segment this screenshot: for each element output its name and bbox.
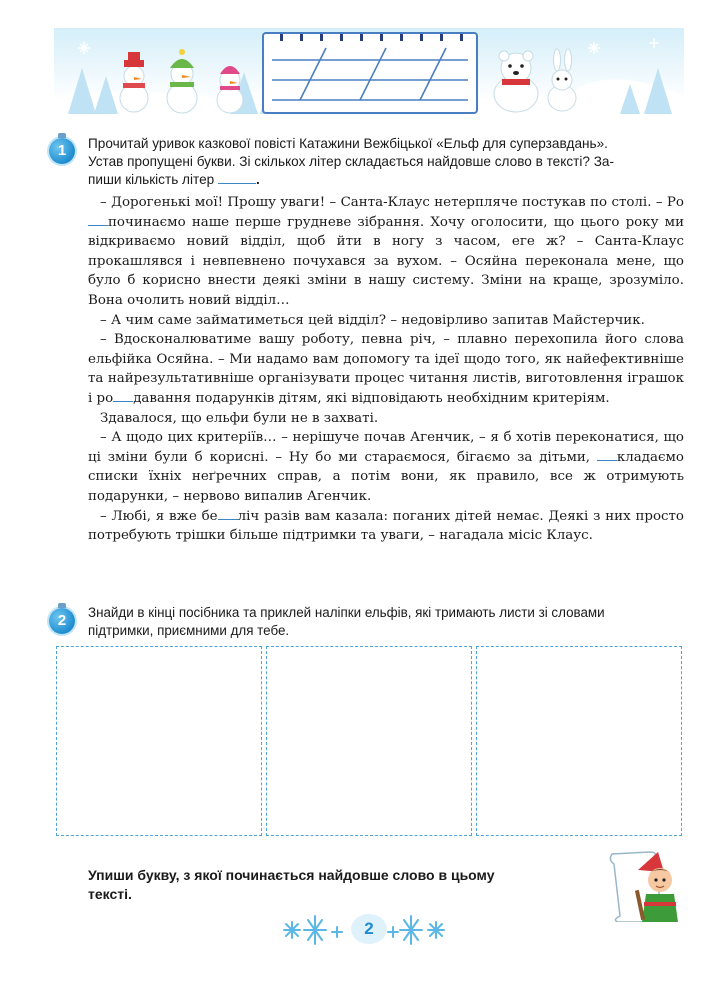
task-1-line-1: Прочитай уривок казкової повісті Катажини Вежбіцької «Ельф для суперзавдань». — [88, 136, 608, 151]
story-paragraph: – А чим саме займатиметься цей відділ? – недовірливо запитав Майстерчик. — [100, 312, 645, 328]
sticker-frame-3[interactable] — [476, 646, 682, 836]
sticker-frame-2[interactable] — [266, 646, 472, 836]
story-paragraph: – Вдосконалюватиме вашу роботу, певна річ, – плавно перехопила його слова ельфійка Осяйна. – Ми надамо вам допомогу та ідеї щодо того, як найефективніше та найрезультативніше організувати процес читання листів, виготовлення іграшок і ро давання подарунків дітям, які відповідають необхідним критеріям. — [88, 332, 684, 406]
task-1-line-3: пиши кількість літер . — [88, 172, 260, 187]
page-number: 2 — [351, 914, 387, 944]
task-2-badge: 2 — [49, 608, 75, 634]
story-paragraph: – Любі, я вже бе ліч разів вам казала: поганих дітей немає. Деякі з них просто потребують трішки більше підтримки та уваги, – нагадала місіс Клаус. — [88, 508, 684, 544]
notepad — [262, 32, 478, 114]
task-2-line-1: Знайди в кінці посібника та приклей наліпки ельфів, які тримають листи зі словами — [88, 605, 605, 620]
missing-letter-blank[interactable] — [597, 449, 617, 461]
elf-icon — [598, 850, 688, 922]
snowman-icon — [167, 49, 197, 113]
polar-bear-icon — [494, 51, 538, 112]
snowman-icon — [120, 52, 148, 112]
bunny-icon — [548, 49, 576, 111]
missing-letter-blank[interactable] — [88, 214, 108, 226]
task-2-line-2: підтримки, приємними для тебе. — [88, 623, 290, 638]
story-paragraph: – А щодо цих критеріїв… – нерішуче почав Агенчик, – я б хотів переконатися, що ці зміни були б корисні. – Ну бо ми стараємося, бігаємо за дітьми, кладаємо списки їхніх неґречних справ, а потім вони, як правило, все ж отримують подарунки, – нервово випалив Агенчик. — [88, 430, 684, 504]
task-2-instructions — [88, 604, 688, 640]
sticker-frame-1[interactable] — [56, 646, 262, 836]
task-1-instructions — [88, 135, 688, 189]
task-1-line-2: Устав пропущені букви. Зі скількох літер складається найдовше слово в тексті? За- — [88, 154, 615, 169]
header-banner — [54, 28, 684, 114]
story-paragraph: – Дорогенькі мої! Прошу уваги! – Санта-Клаус нетерпляче постукав по столі. – Ропочинаємо наше перше грудневе зібрання. Хочу оголосити, що цього року ми відкриваємо новий відділ, щоб йти в ногу з часом, еге ж? – Санта-Клаус прокашлявся і невпевнено почухався за вухом. – Осяйна переконала мене, що було б корисно внести деякі зміни в нашу систему. Зміни на краще, зрозуміло. Вона очолить новий відділ… — [88, 195, 684, 308]
sticker-area — [56, 646, 684, 836]
story-paragraph: Здавалося, що ельфи були не в захваті. — [100, 410, 379, 426]
story-text — [88, 193, 684, 546]
letter-count-blank[interactable] — [218, 171, 256, 184]
missing-letter-blank[interactable] — [218, 508, 238, 520]
snowman-icon — [217, 66, 243, 113]
missing-letter-blank[interactable] — [113, 390, 133, 402]
bottom-task: Упиши букву, з якої починається найдовше слово в цьому тексті. — [88, 867, 495, 902]
task-1-badge: 1 — [49, 138, 75, 164]
